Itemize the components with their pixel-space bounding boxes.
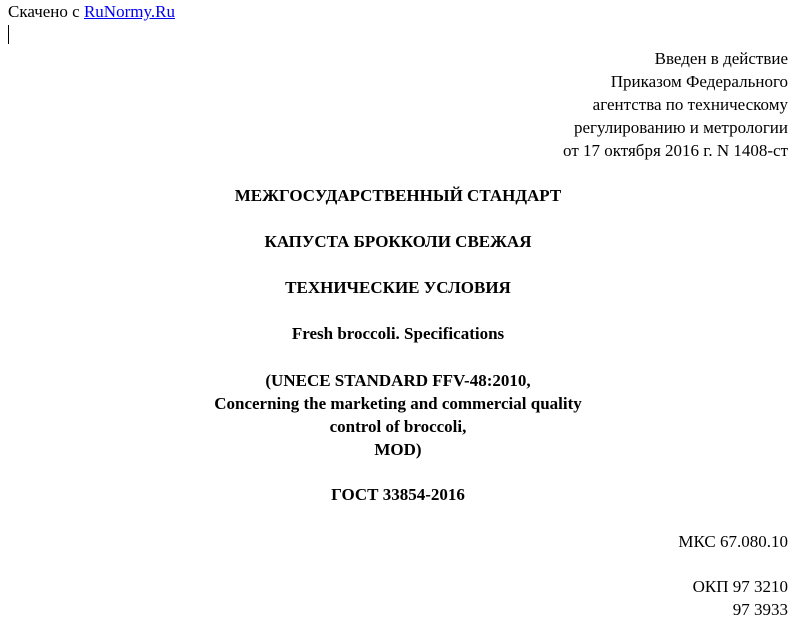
enactment-line-3: агентства по техническому xyxy=(592,95,788,114)
mks-code: МКС 67.080.10 xyxy=(678,532,788,551)
enactment-block xyxy=(563,47,788,162)
conditions-heading: ТЕХНИЧЕСКИЕ УСЛОВИЯ xyxy=(285,278,511,297)
okp-code-1: ОКП 97 3210 xyxy=(692,577,788,596)
download-prefix: Скачено с xyxy=(8,2,84,21)
unece-line-4: MOD) xyxy=(374,440,422,459)
enactment-line-2: Приказом Федерального xyxy=(610,72,788,91)
download-source-line xyxy=(8,2,175,22)
okp-codes xyxy=(693,575,788,621)
enactment-line-1: Введен в действие xyxy=(654,49,788,68)
unece-block xyxy=(0,369,790,461)
enactment-line-4: регулированию и метрологии xyxy=(573,118,788,137)
okp-code-2: 97 3933 xyxy=(732,600,788,619)
english-title: Fresh broccoli. Specifications xyxy=(291,324,505,343)
unece-line-1: (UNECE STANDARD FFV-48:2010, xyxy=(265,371,531,390)
standard-type-heading: МЕЖГОСУДАРСТВЕННЫЙ СТАНДАРТ xyxy=(234,186,562,205)
runormy-link[interactable]: RuNormy.Ru xyxy=(83,2,175,21)
unece-line-2: Concerning the marketing and commercial quality xyxy=(214,394,582,413)
enactment-line-5: от 17 октября 2016 г. N 1408-ст xyxy=(563,141,788,160)
unece-line-3: control of broccoli, xyxy=(329,417,467,436)
gost-number: ГОСТ 33854-2016 xyxy=(331,485,465,504)
text-cursor xyxy=(8,25,9,44)
product-heading: КАПУСТА БРОККОЛИ СВЕЖАЯ xyxy=(264,232,532,251)
